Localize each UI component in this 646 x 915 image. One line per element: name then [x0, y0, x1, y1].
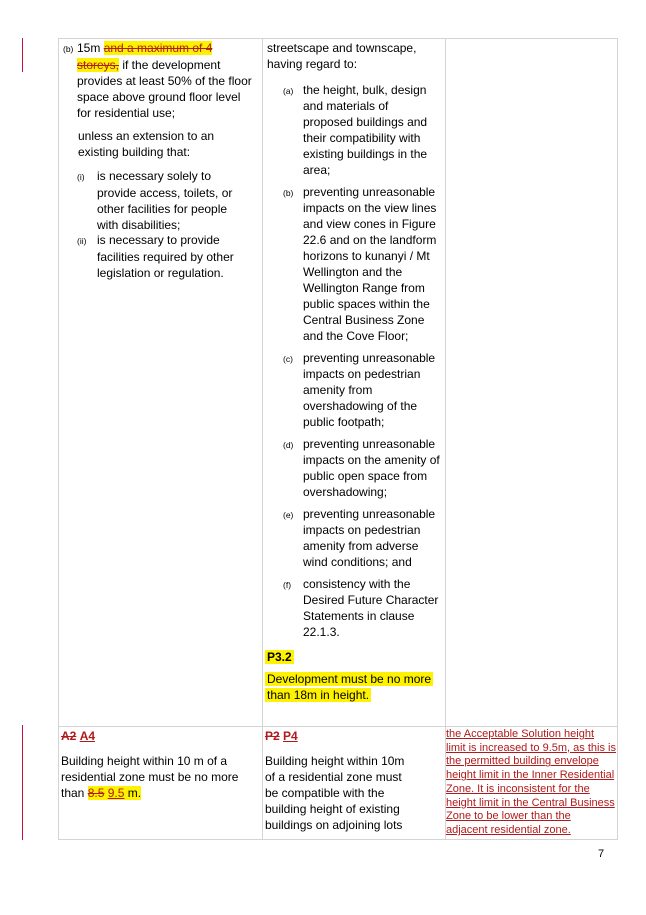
performance-criteria-cell [263, 39, 446, 727]
text: and view cones in Figure [303, 217, 436, 231]
text: of a residential zone must [265, 770, 402, 784]
deleted-text: A2 [61, 729, 77, 743]
text: is necessary to provide [97, 233, 220, 247]
text: amenity from [303, 383, 373, 397]
text: Wellington and the [303, 265, 403, 279]
text: with disabilities; [97, 218, 181, 232]
criteria-item [283, 576, 445, 640]
text: Statements in clause [303, 609, 415, 623]
text: Building height within 10m [265, 754, 405, 768]
inserted-text: the Acceptable Solution height [446, 728, 595, 740]
clause-b [63, 40, 263, 121]
clause-label: (b) [63, 44, 74, 54]
criteria-item [283, 82, 445, 178]
text: than [61, 786, 88, 800]
text: the height, bulk, design [303, 83, 427, 97]
p32-block [263, 649, 445, 703]
text: is necessary solely to [97, 169, 212, 183]
text: unless an extension to an [78, 129, 215, 143]
change-bar [22, 38, 23, 72]
page-number: 7 [598, 848, 605, 860]
text: facilities required by other [97, 250, 234, 264]
clause-label: (b) [283, 188, 294, 198]
text: having regard to: [267, 57, 358, 71]
text: consistency with the [303, 577, 411, 591]
intro [267, 40, 416, 72]
comment-cell [446, 39, 618, 727]
clause-heading [61, 728, 95, 744]
clause-label: (a) [283, 86, 294, 96]
text: preventing unreasonable [303, 507, 436, 521]
text: and the Cove Floor; [303, 329, 409, 343]
criteria-item [283, 436, 445, 500]
standards-table [58, 38, 618, 840]
text: for residential use; [77, 106, 176, 120]
table-row [59, 39, 618, 727]
text: preventing unreasonable [303, 185, 436, 199]
inserted-text: A4 [79, 729, 96, 743]
text: legislation or regulation. [97, 266, 224, 280]
text: be compatible with the [265, 786, 385, 800]
clause-text [265, 753, 404, 833]
text: existing buildings in the [303, 147, 428, 161]
text: existing building that: [78, 145, 191, 159]
text: if the development [119, 58, 221, 72]
inserted-text: limit is increased to 9.5m, as this is [446, 741, 616, 754]
clause-label: (ii) [77, 236, 87, 246]
text: impacts on pedestrian [303, 523, 421, 537]
text: 22.6 and on the landform [303, 233, 437, 247]
inserted-text: height limit in the Inner Residential [446, 769, 615, 782]
text: amenity from adverse [303, 539, 419, 553]
text: public footpath; [303, 415, 385, 429]
clause-heading: P3.2 [267, 650, 292, 664]
text: their compatibility with [303, 131, 421, 145]
text: provide access, toilets, or [97, 186, 233, 200]
performance-criteria-cell [263, 727, 446, 840]
criteria-item [283, 184, 445, 344]
criteria-item [283, 350, 445, 430]
clause-label: (c) [283, 354, 293, 364]
subclause-ii [77, 232, 234, 281]
text: public open space from [303, 469, 428, 483]
comment-cell [446, 727, 618, 840]
text: buildings on adjoining lots [265, 818, 403, 832]
inserted-text: the permitted building envelope [446, 755, 599, 768]
text: impacts on the view lines [303, 201, 437, 215]
clause-text [61, 753, 238, 801]
text: area; [303, 163, 331, 177]
text: Development must be no more [267, 672, 432, 686]
text: Building height within 10 m of a [61, 754, 228, 768]
criteria-item [283, 506, 445, 570]
text: streetscape and townscape, [267, 41, 417, 55]
inserted-comment [446, 728, 618, 838]
text: wind conditions; and [303, 555, 412, 569]
text: preventing unreasonable [303, 437, 436, 451]
text: and materials of [303, 99, 389, 113]
text: m. [124, 786, 142, 800]
subclause-i [77, 168, 232, 233]
text: preventing unreasonable [303, 351, 436, 365]
unless-paragraph [78, 128, 214, 160]
deleted-text: P2 [265, 729, 280, 743]
text: overshadowing; [303, 485, 388, 499]
deleted-text: and a maximum of 4 [103, 41, 213, 55]
text: 15m [77, 41, 104, 55]
inserted-text: P4 [283, 729, 298, 743]
text: overshadowing of the [303, 399, 418, 413]
text: horizons to kunanyi / Mt [303, 249, 430, 263]
text: Wellington Range from [303, 281, 425, 295]
inserted-text: height limit in the Central Business [446, 796, 615, 809]
inserted-text: Zone. It is inconsistent for the [446, 782, 590, 795]
text: other facilities for people [97, 202, 228, 216]
inserted-text: adjacent residential zone. [446, 823, 571, 836]
text: than 18m in height. [267, 688, 370, 702]
text: provides at least 50% of the floor [77, 74, 252, 88]
clause-heading [265, 728, 298, 744]
inserted-text: 9.5 [107, 786, 125, 800]
deleted-text: 8.5 [87, 786, 105, 800]
text: Central Business Zone [303, 313, 425, 327]
text: impacts on pedestrian [303, 367, 421, 381]
table-row [59, 727, 618, 840]
text: 22.1.3. [303, 625, 340, 639]
clause-label: (e) [283, 510, 294, 520]
text: residential zone must be no more [61, 770, 239, 784]
clause-label: (d) [283, 440, 294, 450]
text: public spaces within the [303, 297, 430, 311]
text: Desired Future Character [303, 593, 439, 607]
text: proposed buildings and [303, 115, 428, 129]
text: space above ground floor level [77, 90, 241, 104]
criteria-list [283, 82, 445, 640]
acceptable-solution-cell [59, 39, 263, 727]
change-bar [22, 725, 23, 840]
text: building height of existing [265, 802, 400, 816]
clause-label: (f) [283, 580, 292, 590]
inserted-text: Zone to be lower than the [446, 810, 571, 823]
acceptable-solution-cell [59, 727, 263, 840]
text: impacts on the amenity of [303, 453, 440, 467]
clause-label: (i) [77, 172, 85, 182]
deleted-text: storeys, [77, 58, 120, 72]
